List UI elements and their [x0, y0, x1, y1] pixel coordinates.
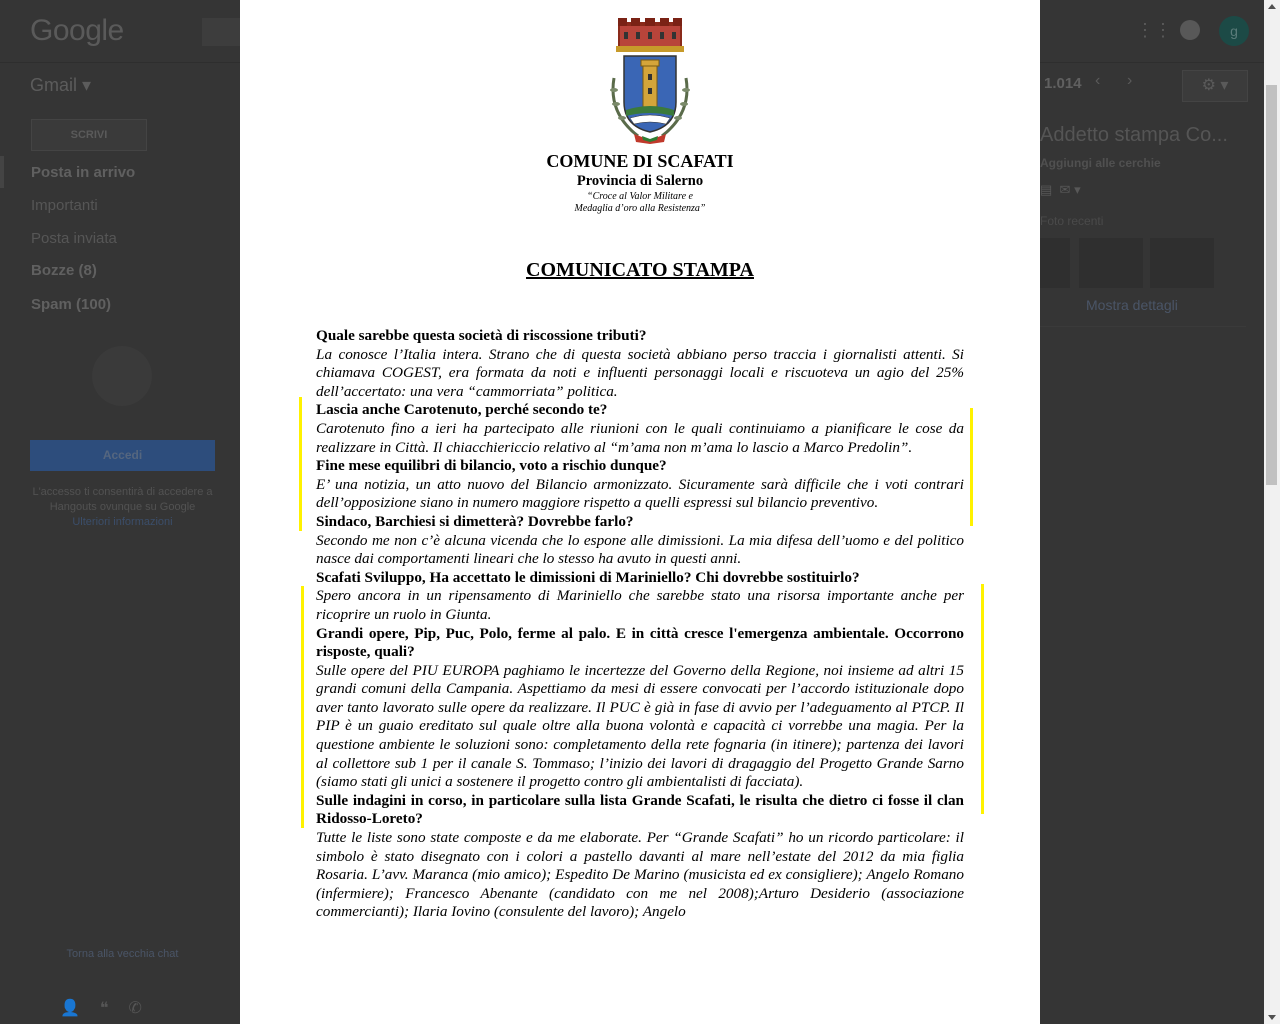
answer: Tutte le liste sono state composte e da me elaborate. Per “Grande Scafati” ho un ricordo particolare: il simbolo è stato disegnato con i colori a pastello davanti al mare nell’estate del 2012 da mia figlia Rosaria. L’avv. Maranca (mio amico); Espedito De Marino (musicista ed ex consigliere); Angelo Romano (infermiere); Francesco Abenante (candidato con me nel 2008);Arturo Desiderio (associazione commercianti); Ilaria Iovino (consulente del lavoro); Angelo — [316, 829, 964, 921]
question: Grandi opere, Pip, Puc, Polo, ferme al palo. E in città cresce l'emergenza ambientale. Occorrono risposte, quali? — [316, 624, 964, 661]
compose-button[interactable]: SCRIVI — [31, 119, 147, 151]
nav-drafts[interactable]: Bozze (8) — [31, 262, 97, 279]
email-subject: Addetto stampa Co... — [1040, 124, 1228, 146]
nav-spam[interactable]: Spam (100) — [31, 296, 112, 313]
document-page — [240, 0, 1040, 1024]
answer: E’ una notizia, un atto nuovo del Bilancio armonizzato. Sicuramente sarà difficile che i voti contrari dell’opposizione siano in numero maggiore rispetto a quelli espressi sul bilancio preventivo. — [316, 475, 964, 512]
hangouts-text: L'accesso ti consentirà di accedere a Hangouts ovunque su Google — [32, 486, 213, 513]
pagination-arrows — [1095, 72, 1165, 98]
user-avatar[interactable]: g — [1219, 16, 1249, 46]
highlight-mark-left — [301, 586, 304, 828]
photo-thumbnail[interactable] — [1150, 238, 1214, 288]
highlight-mark-left — [299, 397, 302, 531]
chevron-down-icon[interactable]: ▾ — [1074, 182, 1081, 197]
hangouts-bottom-bar — [60, 998, 162, 1018]
question: Lascia anche Carotenuto, perché secondo te? — [316, 401, 608, 419]
phone-icon[interactable]: ✆ — [128, 1000, 162, 1017]
highlight-mark-right — [970, 408, 973, 526]
question: Quale sarebbe questa società di riscossione tributi? — [316, 327, 647, 344]
search-box[interactable] — [202, 18, 242, 46]
settings-button[interactable]: ⚙ ▾ — [1182, 70, 1248, 102]
hangouts-avatar — [92, 346, 152, 406]
answer: La conosce l’Italia intera. Strano che di questa società abbiano perso traccia i giornalisti attenti. Si chiamava COGEST, era formata da noti e influenti personaggi locali e riscuoteva un agio del 25% dell’accertato: una vera “cammorriata” politica. — [316, 345, 964, 400]
motto — [240, 191, 1040, 215]
scroll-down-icon[interactable] — [1268, 1015, 1276, 1020]
page-scrollbar[interactable] — [1264, 0, 1280, 1024]
google-logo: Google — [30, 14, 124, 47]
quote-icon[interactable]: ❝ — [99, 1000, 129, 1017]
nav-inbox[interactable]: Posta in arrivo — [31, 164, 136, 181]
contact-actions — [1040, 182, 1081, 198]
gmail-menu[interactable]: Gmail ▾ — [30, 75, 92, 95]
old-chat-link[interactable]: Torna alla vecchia chat — [66, 948, 179, 960]
coat-of-arms-icon — [608, 18, 692, 144]
question: Sulle indagini in corso, in particolare sulla lista Grande Scafati, le risulta che dietro ci fosse il clan Ridosso-Loreto? — [316, 791, 964, 828]
person-icon[interactable]: 👤 — [60, 1000, 100, 1017]
question: Fine mese equilibri di bilancio, voto a rischio dunque? — [316, 457, 667, 475]
message-count: 1.014 — [1044, 75, 1082, 92]
highlight-mark-right — [981, 584, 984, 814]
question: Sindaco, Barchiesi si dimetterà? Dovrebbe farlo? — [316, 512, 634, 530]
motto-line: “Croce al Valor Militare e — [587, 191, 693, 202]
photo-thumbnail[interactable] — [1079, 238, 1143, 288]
apps-grid-icon[interactable]: ⋮⋮ — [1136, 20, 1172, 40]
profile-icon[interactable]: ▤ — [1040, 182, 1053, 197]
show-details-link[interactable]: Mostra dettagli — [1086, 297, 1178, 313]
answer: Carotenuto fino a ieri ha partecipato alle riunioni con le quali continuiamo a pianificare le cose da realizzare in Città. Il chiacchiericcio relativo al “m’ama non m’ama lo lascio a Marco Predolin”. — [316, 419, 964, 456]
recent-photos-label: Foto recenti — [1040, 214, 1104, 228]
comune-title: COMUNE DI SCAFATI — [546, 151, 734, 171]
answer: Sulle opere del PIU EUROPA paghiamo le incertezze del Governo della Regione, noi insieme ad altri 15 grandi comuni della Campania. Aspettiamo da mesi di essere convocati per l’accordo istituzionale dopo aver tanto lavorato sulle opere da realizzare. Il PUC è già in fase di avvio per l’adeguamento al PTCP. Il PIP è un guaio ereditato sul quale oltre alla buona volontà e capacità ci vorrebbe una magia. Per la questione ambiente le soluzioni sono: completamento della rete fognaria (in itinere); partenza dei lavori al collettore sub 1 per il canale S. Tommaso; l’inizio dei lavori di dragaggio del Progetto Grande Sarno (siamo stati gli unici a sostenere il progetto contro gli ambientalisti di facciata). — [316, 661, 964, 791]
scrollbar-thumb[interactable] — [1266, 85, 1277, 485]
divider — [1030, 326, 1246, 327]
answer: Secondo me non c’è alcuna vicenda che lo espone alle dimissioni. La mia difesa dell’uomo e del politico nasce dai comportamenti lineari che lo stesso ha avuto in questi anni. — [316, 531, 964, 568]
press-release-title: COMUNICATO STAMPA — [526, 259, 754, 281]
nav-important[interactable]: Importanti — [31, 197, 98, 214]
scroll-up-icon[interactable] — [1268, 4, 1276, 9]
chevron-right-icon[interactable]: › — [1127, 72, 1133, 89]
hangouts-learn-more-link[interactable]: Ulteriori informazioni — [72, 516, 173, 528]
scafati-coat-of-arms — [608, 18, 692, 149]
hangouts-info — [30, 485, 215, 530]
answer: Spero ancora in un ripensamento di Mariniello che sarebbe stato una risorsa importante anche per ricoprire un ruolo in Giunta. — [316, 587, 964, 623]
motto-line: Medaglia d’oro alla Resistenza” — [574, 203, 706, 214]
nav-sent[interactable]: Posta inviata — [31, 230, 117, 247]
provincia-subtitle: Provincia di Salerno — [576, 173, 704, 189]
chevron-left-icon[interactable]: ‹ — [1095, 72, 1101, 89]
active-nav-indicator — [0, 156, 4, 188]
mail-icon[interactable]: ✉ — [1059, 182, 1071, 197]
notifications-icon[interactable] — [1180, 20, 1200, 40]
interview-body — [316, 327, 964, 922]
question: Scafati Sviluppo, Ha accettato le dimissioni di Mariniello? Chi dovrebbe sostituirlo? — [316, 568, 860, 586]
photo-thumbnail[interactable] — [1040, 238, 1070, 288]
add-to-circles-button[interactable]: Aggiungi alle cerchie — [1040, 156, 1161, 170]
gear-icon: ⚙ — [1201, 77, 1216, 94]
login-button[interactable]: Accedi — [30, 440, 215, 471]
